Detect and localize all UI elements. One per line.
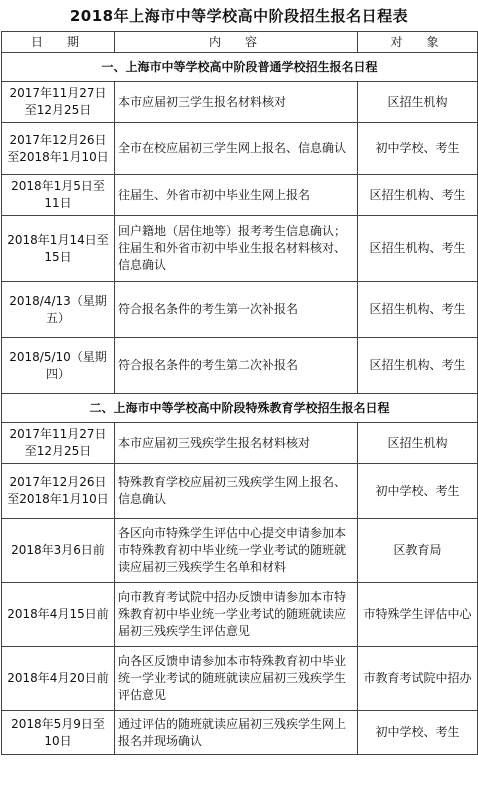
section-heading-row	[2, 394, 478, 423]
content-cell: 往届生、外省市初中毕业生网上报名	[115, 175, 358, 216]
date-cell: 2017年12月26日至2018年1月10日	[2, 464, 115, 519]
date-cell: 2018/4/13（星期五）	[2, 282, 115, 338]
table-row	[2, 338, 478, 394]
header-content: 内 容	[115, 32, 358, 53]
date-cell: 2017年12月26日至2018年1月10日	[2, 123, 115, 175]
table-row	[2, 175, 478, 216]
header-target: 对 象	[358, 32, 478, 53]
date-cell: 2017年11月27日至12月25日	[2, 423, 115, 464]
date-cell: 2018年5月9日至10日	[2, 711, 115, 755]
table-row	[2, 423, 478, 464]
content-cell: 本市应届初三残疾学生报名材料核对	[115, 423, 358, 464]
page-title: 2018年上海市中等学校高中阶段招生报名日程表	[69, 7, 409, 25]
table-row	[2, 82, 478, 123]
date-cell: 2018年3月6日前	[2, 519, 115, 583]
date-cell: 2018年1月14日至15日	[2, 216, 115, 282]
content-cell: 本市应届初三学生报名材料核对	[115, 82, 358, 123]
content-cell: 符合报名条件的考生第一次补报名	[115, 282, 358, 338]
content-cell: 各区向市特殊学生评估中心提交申请参加本市特殊教育初中毕业统一学业考试的随班就读应届初三残疾学生名单和材料	[115, 519, 358, 583]
date-cell: 2018年1月5日至11日	[2, 175, 115, 216]
schedule-table	[1, 31, 478, 755]
header-date: 日 期	[2, 32, 115, 53]
content-cell: 通过评估的随班就读应届初三残疾学生网上报名并现场确认	[115, 711, 358, 755]
table-row	[2, 216, 478, 282]
target-cell: 区招生机构、考生	[358, 175, 478, 216]
target-cell: 初中学校、考生	[358, 123, 478, 175]
content-cell: 符合报名条件的考生第二次补报名	[115, 338, 358, 394]
table-row	[2, 123, 478, 175]
section-heading-row	[2, 53, 478, 82]
date-cell: 2017年11月27日至12月25日	[2, 82, 115, 123]
content-cell: 全市在校应届初三学生网上报名、信息确认	[115, 123, 358, 175]
table-row	[2, 519, 478, 583]
section-heading: 二、上海市中等学校高中阶段特殊教育学校招生报名日程	[2, 394, 478, 423]
header-row	[2, 32, 478, 53]
date-cell: 2018年4月15日前	[2, 583, 115, 647]
table-row	[2, 282, 478, 338]
date-cell: 2018/5/10（星期四）	[2, 338, 115, 394]
target-cell: 区招生机构	[358, 423, 478, 464]
target-cell: 市教育考试院中招办	[358, 647, 478, 711]
target-cell: 区招生机构、考生	[358, 282, 478, 338]
target-cell: 初中学校、考生	[358, 711, 478, 755]
target-cell: 区招生机构、考生	[358, 338, 478, 394]
content-cell: 回户籍地（居住地等）报考考生信息确认；往届生和外省市初中毕业生报名材料核对、信息确认	[115, 216, 358, 282]
table-row	[2, 464, 478, 519]
table-row	[2, 583, 478, 647]
table-row	[2, 711, 478, 755]
section-heading: 一、上海市中等学校高中阶段普通学校招生报名日程	[2, 53, 478, 82]
date-cell: 2018年4月20日前	[2, 647, 115, 711]
target-cell: 区教育局	[358, 519, 478, 583]
target-cell: 初中学校、考生	[358, 464, 478, 519]
content-cell: 特殊教育学校应届初三残疾学生网上报名、信息确认	[115, 464, 358, 519]
target-cell: 区招生机构、考生	[358, 216, 478, 282]
content-cell: 向市教育考试院中招办反馈申请参加本市特殊教育初中毕业统一学业考试的随班就读应届初三残疾学生评估意见	[115, 583, 358, 647]
table-row	[2, 647, 478, 711]
content-cell: 向各区反馈申请参加本市特殊教育初中毕业统一学业考试的随班就读应届初三残疾学生评估意见	[115, 647, 358, 711]
target-cell: 区招生机构	[358, 82, 478, 123]
target-cell: 市特殊学生评估中心	[358, 583, 478, 647]
